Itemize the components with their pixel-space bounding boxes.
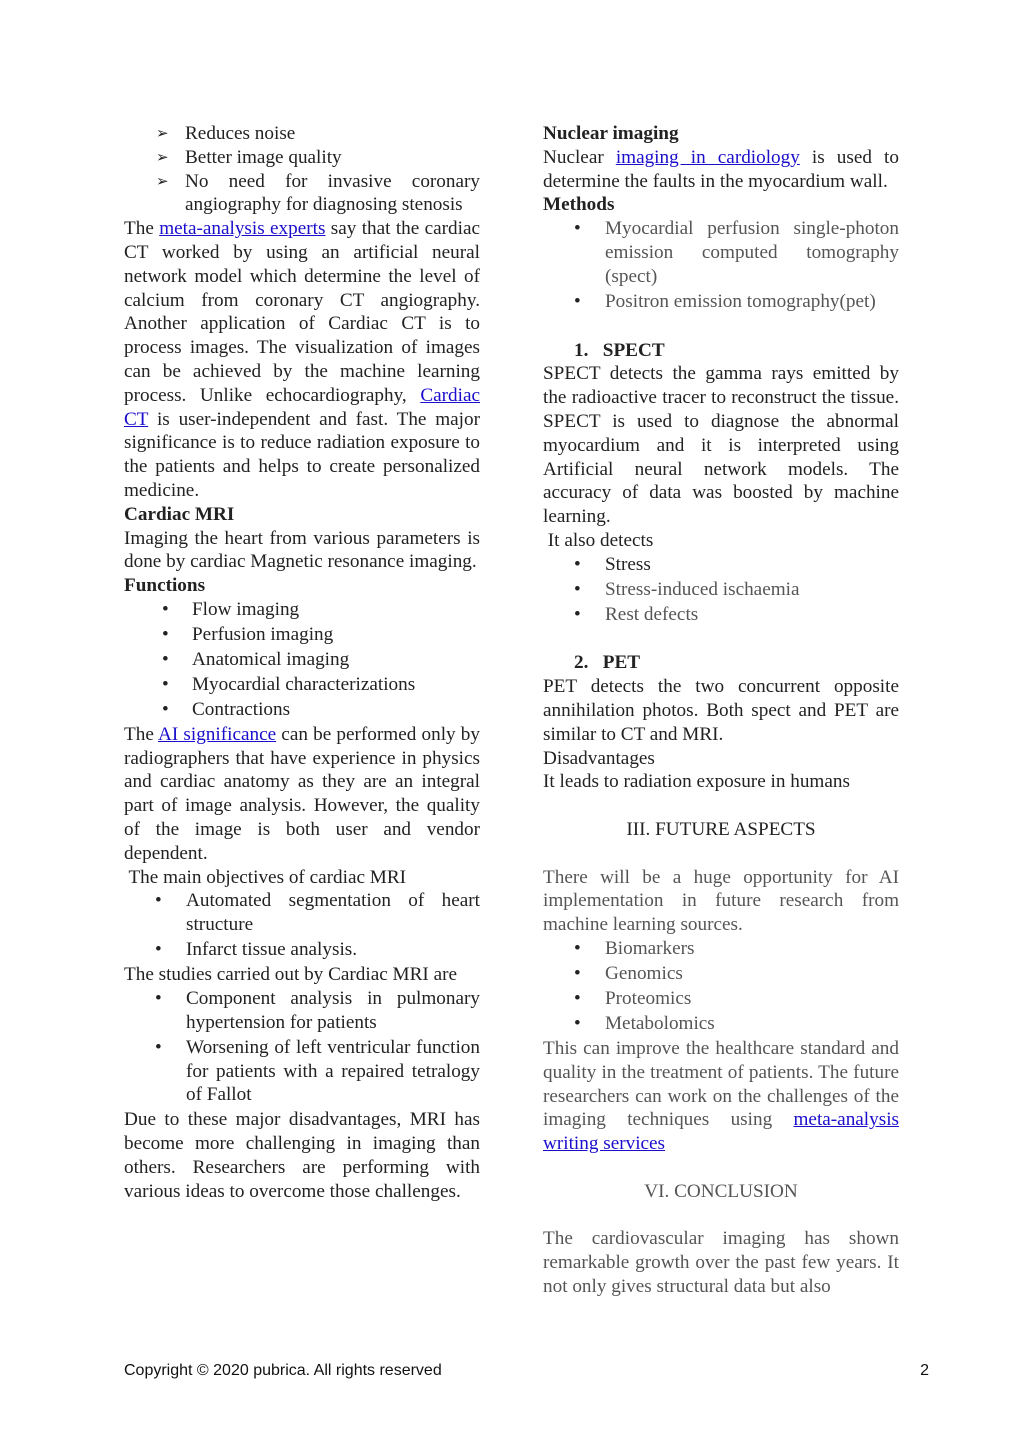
list-item: • Proteomics [574,988,692,1009]
list-item: • Component analysis in pulmonary hypertension for patients [155,988,480,1033]
bullet-icon: • [155,890,162,912]
list-item: • Flow imaging [162,598,300,620]
arrow-bullet-icon: ➢ [156,124,169,142]
studies-intro: The studies carried out by Cardiac MRI are [124,964,457,986]
list-item: • Infarct tissue analysis. [155,939,358,961]
arrow-bullet-icon: ➢ [156,147,169,166]
pet-heading: 2. PET [574,652,641,674]
paragraph-cardiac-ct: The meta-analysis experts say that the cardiac CT worked by using an artificial neural network model which determine the level of calcium from coronary CT angiography. Another application of Cardiac CT is to process images. The visualization of images can be achieved by the machine learning process. Unlike echocardiography, Cardiac CT is user-independent and fast. The major significance is to reduce radiation exposure to the patients and helps to create personalized medicine. [124,218,480,501]
bullet-icon: • [574,988,581,1009]
list-item: • Biomarkers [574,938,695,960]
ai-significance-link[interactable]: AI significance [157,723,277,745]
list-item: • Myocardial perfusion single-photon emission computed tomography (spect) [574,218,899,287]
bullet-icon: • [162,598,169,620]
future-aspects-heading: III. FUTURE ASPECTS [626,819,816,841]
bullet-icon: • [155,939,162,961]
list-item: • Automated segmentation of heart structure [155,890,480,936]
conclusion-heading: VI. CONCLUSION [644,1180,798,1202]
bullet-icon: • [574,290,581,312]
objectives-list [124,889,480,962]
bullet-icon: • [162,673,169,695]
functions-heading: Functions [124,575,206,597]
future-aspects-text: There will be a huge opportunity for AI implementation in future research from machine learning sources. [543,866,899,936]
list-item: • Anatomical imaging [162,648,350,670]
disadvantages-label: Disadvantages [543,747,655,769]
spect-heading: 1. SPECT [574,339,665,361]
bullet-icon: • [155,988,162,1009]
bullet-icon: • [162,623,169,645]
copyright-text: Copyright © 2020 pubrica. All rights reserved [124,1362,442,1379]
bullet-icon: • [162,698,169,720]
meta-analysis-writing-services-link[interactable]: meta-analysis writing services [543,1109,899,1155]
bullet-icon: • [574,553,581,575]
list-item: • Genomics [574,963,683,985]
bullet-icon: • [574,578,581,600]
bullet-icon: • [574,963,581,985]
list-item: • Contractions [162,698,291,720]
functions-list [124,598,480,722]
methods-heading: Methods [543,194,615,216]
detects-list [543,553,899,627]
list-item: ➢ Better image quality [156,146,342,168]
page-footer [124,1362,929,1386]
bullet-icon: • [162,648,169,670]
disadvantages-text: It leads to radiation exposure in humans [543,771,850,793]
list-item: • Stress [574,553,651,575]
cardiac-ct-link[interactable]: Cardiac CT [124,384,480,430]
objectives-intro: The main objectives of cardiac MRI [124,866,407,888]
list-item: • Myocardial characterizations [162,673,416,695]
list-item: • Positron emission tomography(pet) [574,290,876,312]
list-item: • Rest defects [574,603,699,625]
cardiac-mri-heading: Cardiac MRI [124,503,235,525]
left-column [124,122,480,1204]
page-number: 2 [920,1362,929,1379]
future-list [543,937,899,1036]
imaging-in-cardiology-link[interactable]: imaging in cardiology [615,146,800,168]
cardiac-mri-text: Imaging the heart from various parameters is done by cardiac Magnetic resonance imaging. [124,527,480,573]
bullet-icon: • [574,1012,581,1034]
list-item: • Perfusion imaging [162,623,334,645]
list-item: • Worsening of left ventricular function for patients with a repaired tetralogy of Fallot [155,1036,480,1106]
nuclear-imaging-heading: Nuclear imaging [543,123,679,144]
paragraph-disadvantages: Due to these major disadvantages, MRI has become more challenging in imaging than others. Researchers are performing with various ideas to overcome those challenges. [124,1109,480,1202]
bullet-icon: • [574,938,581,960]
spect-text: SPECT detects the gamma rays emitted by the radioactive tracer to reconstruct the tissue. SPECT is used to diagnose the abnormal myocardium and it is interpreted using Artificial neural network models. The accuracy of data was boosted by machine learning. [543,363,899,528]
benefits-list [124,122,480,217]
pet-text: PET detects the two concurrent opposite annihilation photos. Both spect and PET are similar to CT and MRI. [543,676,899,745]
conclusion-text: The cardiovascular imaging has shown remarkable growth over the past few years. It not only gives structural data but also [543,1228,899,1297]
arrow-bullet-icon: ➢ [156,171,169,190]
methods-list [543,217,899,313]
nuclear-imaging-text: Nuclear imaging in cardiology is used to determine the faults in the myocardium wall. [543,146,899,192]
studies-list [124,987,480,1107]
paragraph-ai-significance: The AI significance can be performed only by radiographers that have experience in physics and cardiac anatomy as they are an integral part of image analysis. However, the quality of the image is both user and vendor dependent. [124,723,480,864]
meta-analysis-experts-link[interactable]: meta-analysis experts [159,218,326,240]
bullet-icon: • [155,1036,162,1058]
detects-intro: It also detects [543,529,654,551]
right-column [543,122,899,1299]
list-item: ➢ No need for invasive coronary angiography for diagnosing stenosis [156,170,480,216]
future-aspects-text-2: This can improve the healthcare standard and quality in the treatment of patients. The future researchers can work on the challenges of the imaging techniques using meta-analysis writing services [543,1037,899,1155]
list-item: ➢ Reduces noise [156,123,296,144]
list-item: • Stress-induced ischaemia [574,578,800,600]
list-item: • Metabolomics [574,1012,715,1034]
bullet-icon: • [574,603,581,625]
bullet-icon: • [574,218,581,240]
